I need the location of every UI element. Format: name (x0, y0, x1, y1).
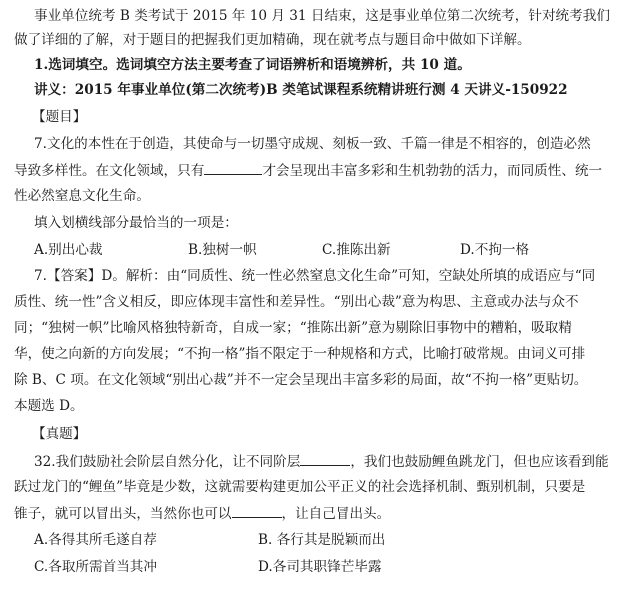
question-7-line-3: 性必然窒息文化生命。 (14, 188, 150, 204)
answer-blank-2 (232, 503, 282, 518)
question-32-line-3 (14, 503, 616, 524)
answer-blank (204, 160, 262, 175)
option-32-d: D.各司其职锋芒毕露 (258, 559, 382, 575)
question-7-text-before-blank: 导致多样性。在文化领域，只有 (14, 163, 205, 179)
option-32-b: B. 各行其是脱颖而出 (258, 532, 386, 548)
option-c: C.推陈出新 (322, 242, 391, 258)
answer-line-6: 本题选 D。 (14, 398, 84, 414)
intro-line-1: 事业单位统考 B 类考试于 2015 年 10 月 31 日结束，这是事业单位第二次统考，针对统考我们 (34, 8, 610, 24)
question-32-line-2: 跃过龙门的“鲤鱼”毕竟是少数，这就需要构建更加公平正义的社会选择机制、甄别机制，只要是 (14, 479, 586, 495)
question-7-line-1: 7.文化的本性在于创造，其使命与一切墨守成规、刻板一致、千篇一律是不相容的，创造必然 (34, 136, 591, 152)
question-32-line-1 (34, 451, 616, 472)
question-7-line-2 (14, 160, 616, 181)
answer-blank-1 (300, 451, 350, 466)
lecture-reference: 讲义：2015 年事业单位(第二次统考)B 类笔试课程系统精讲班行测 4 天讲义-150922 (34, 82, 568, 98)
answer-line-4: 华，使之向新的方向发展；“不拘一格”指不限定于一种规格和方式，比喻打破常规。由词义可排 (14, 346, 586, 362)
question-7-prompt: 填入划横线部分最恰当的一项是： (34, 215, 238, 231)
option-32-c: C.各取所需首当其冲 (34, 559, 157, 575)
answer-line-5: 除 B、C 项。在文化领域“别出心裁”并不一定会呈现出丰富多彩的局面，故“不拘一格”更贴切。 (14, 372, 588, 388)
question-tag: 【题目】 (32, 109, 87, 125)
answer-line-2: 质性、统一性”含义相反，即应体现丰富性和差异性。“别出心裁”意为构思、主意或办法与众不 (14, 294, 579, 310)
answer-line-1: 7.【答案】D。解析：由“同质性、统一性必然窒息文化生命”可知，空缺处所填的成语应与“同 (34, 268, 596, 284)
question-7-text-after-blank: 才会呈现出丰富多彩和生机勃勃的活力，而同质性、统一 (262, 163, 603, 179)
intro-line-2: 做了详细的了解，对于题目的把握我们更加精确，现在就考点与题目命中做如下详解。 (14, 32, 531, 48)
question-32-text-after-blank-1: ，我们也鼓励鲤鱼跳龙门，但也应该看到能 (350, 454, 609, 470)
section-heading: 1.选词填空。选词填空方法主要考查了词语辨析和语境辨析，共 10 道。 (34, 57, 471, 73)
answer-line-3: 同；“独树一帜”比喻风格独特新奇，自成一家；“推陈出新”意为剔除旧事物中的糟粕，吸取精 (14, 320, 572, 336)
question-32-text-after-blank-2: ，让自己冒出头。 (281, 506, 391, 522)
option-a: A.别出心裁 (34, 242, 103, 258)
question-32-text-before-blank-1: 32.我们鼓励社会阶层自然分化，让不同阶层 (34, 454, 301, 470)
question-32-text-before-blank-2: 锥子，就可以冒出头，当然你也可以 (14, 506, 232, 522)
option-32-a: A.各得其所毛遂自荐 (34, 532, 157, 548)
option-b: B.独树一帜 (188, 242, 257, 258)
real-question-tag: 【真题】 (32, 426, 87, 442)
option-d: D.不拘一格 (460, 242, 530, 258)
